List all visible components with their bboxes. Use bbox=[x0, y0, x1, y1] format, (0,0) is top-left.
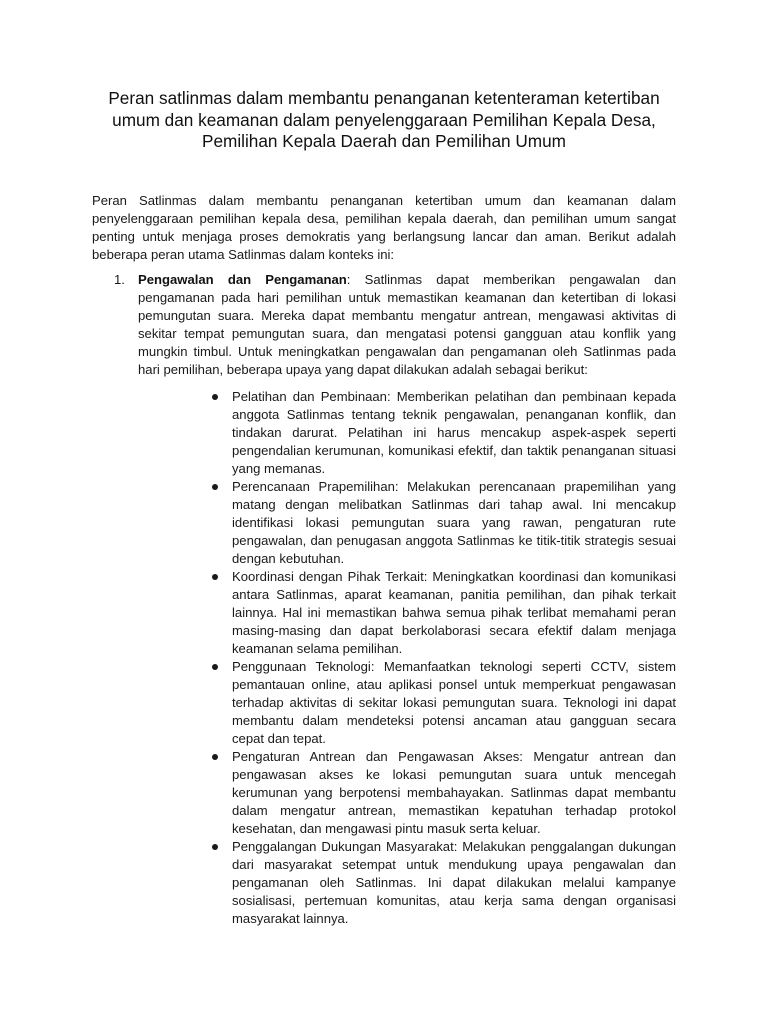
bullet-icon bbox=[212, 844, 218, 850]
bullet-item bbox=[208, 838, 676, 928]
bullet-text: Pelatihan dan Pembinaan: Memberikan pelatihan dan pembinaan kepada anggota Satlinmas tentang teknik pengawalan, penanganan konflik, dan tindakan darurat. Pelatihan ini harus mencakup aspek-aspek seperti pengendalian kerumunan, komunikasi efektif, dan taktik penanganan situasi yang memanas. bbox=[232, 389, 676, 476]
item-text: : Satlinmas dapat memberikan pengawalan dan pengamanan pada hari pemilihan untuk memastikan keamanan dan ketertiban di lokasi pemungutan suara. Mereka dapat membantu mengatur antrean, mengawasi aktivitas di sekitar tempat pemungutan suara, dan mengatasi potensi gangguan atau konflik yang mungkin timbul. Untuk meningkatkan pengawalan dan pengamanan oleh Satlinmas pada hari pemilihan, beberapa upaya yang dapat dilakukan adalah sebagai berikut: bbox=[138, 272, 676, 377]
bullet-item bbox=[208, 478, 676, 568]
title-line-2: umum dan keamanan dalam penyelenggaraan Pemilihan Kepala Desa, bbox=[112, 109, 656, 130]
bullet-text: Perencanaan Prapemilihan: Melakukan perencanaan prapemilihan yang matang dengan melibatkan Satlinmas dari tahap awal. Ini mencakup identifikasi lokasi pemungutan suara yang rawan, pengaturan rute pengawalan, dan penugasan anggota Satlinmas ke titik-titik strategis sesuai dengan kebutuhan. bbox=[232, 479, 676, 566]
numbered-item-1 bbox=[114, 271, 676, 379]
title-line-3: Pemilihan Kepala Daerah dan Pemilihan Umum bbox=[202, 131, 566, 151]
title-line-1: Peran satlinmas dalam membantu penanganan ketenteraman ketertiban bbox=[108, 88, 660, 108]
item-heading: Pengawalan dan Pengamanan bbox=[138, 272, 347, 287]
intro-paragraph: Peran Satlinmas dalam membantu penanganan ketertiban umum dan keamanan dalam penyelenggaraan pemilihan kepala desa, pemilihan kepala daerah, dan pemilihan umum sangat penting untuk menjaga proses demokratis yang berlangsung lancar dan aman. Berikut adalah beberapa peran utama Satlinmas dalam konteks ini: bbox=[92, 193, 676, 262]
bullet-icon bbox=[212, 394, 218, 400]
bullet-item bbox=[208, 658, 676, 748]
bullet-icon bbox=[212, 754, 218, 760]
item-number: 1. bbox=[114, 272, 125, 287]
bullet-item bbox=[208, 388, 676, 478]
bullet-item bbox=[208, 568, 676, 658]
bullet-text: Koordinasi dengan Pihak Terkait: Meningkatkan koordinasi dan komunikasi antara Satlinmas, aparat keamanan, panitia pemilihan, dan pihak terkait lainnya. Hal ini memastikan bahwa semua pihak terlibat memahami peran masing-masing dan dapat berkolaborasi secara efektif dalam menjaga keamanan selama pemilihan. bbox=[232, 569, 676, 656]
bullet-icon bbox=[212, 484, 218, 490]
bullet-text: Penggalangan Dukungan Masyarakat: Melakukan penggalangan dukungan dari masyarakat setempat untuk mendukung upaya pengawalan dan pengamanan oleh Satlinmas. Ini dapat dilakukan melalui kampanye sosialisasi, pertemuan komunitas, atau kerja sama dengan organisasi masyarakat lainnya. bbox=[232, 839, 676, 926]
bullet-text: Penggunaan Teknologi: Memanfaatkan teknologi seperti CCTV, sistem pemantauan online, atau aplikasi ponsel untuk memperkuat pengawasan terhadap aktivitas di sekitar lokasi pemungutan suara. Teknologi ini dapat membantu dalam mendeteksi potensi ancaman atau gangguan secara cepat dan tepat. bbox=[232, 659, 676, 746]
bullet-list bbox=[208, 388, 676, 928]
bullet-icon bbox=[212, 574, 218, 580]
document-title bbox=[90, 88, 678, 153]
bullet-item bbox=[208, 748, 676, 838]
bullet-icon bbox=[212, 664, 218, 670]
item-body bbox=[138, 271, 676, 379]
bullet-text: Pengaturan Antrean dan Pengawasan Akses: Mengatur antrean dan pengawasan akses ke lokasi pemungutan suara untuk mencegah kerumunan yang berpotensi membahayakan. Satlinmas dapat membantu dalam mengatur antrean, memastikan kepatuhan terhadap protokol kesehatan, dan mengawasi pintu masuk serta keluar. bbox=[232, 749, 676, 836]
